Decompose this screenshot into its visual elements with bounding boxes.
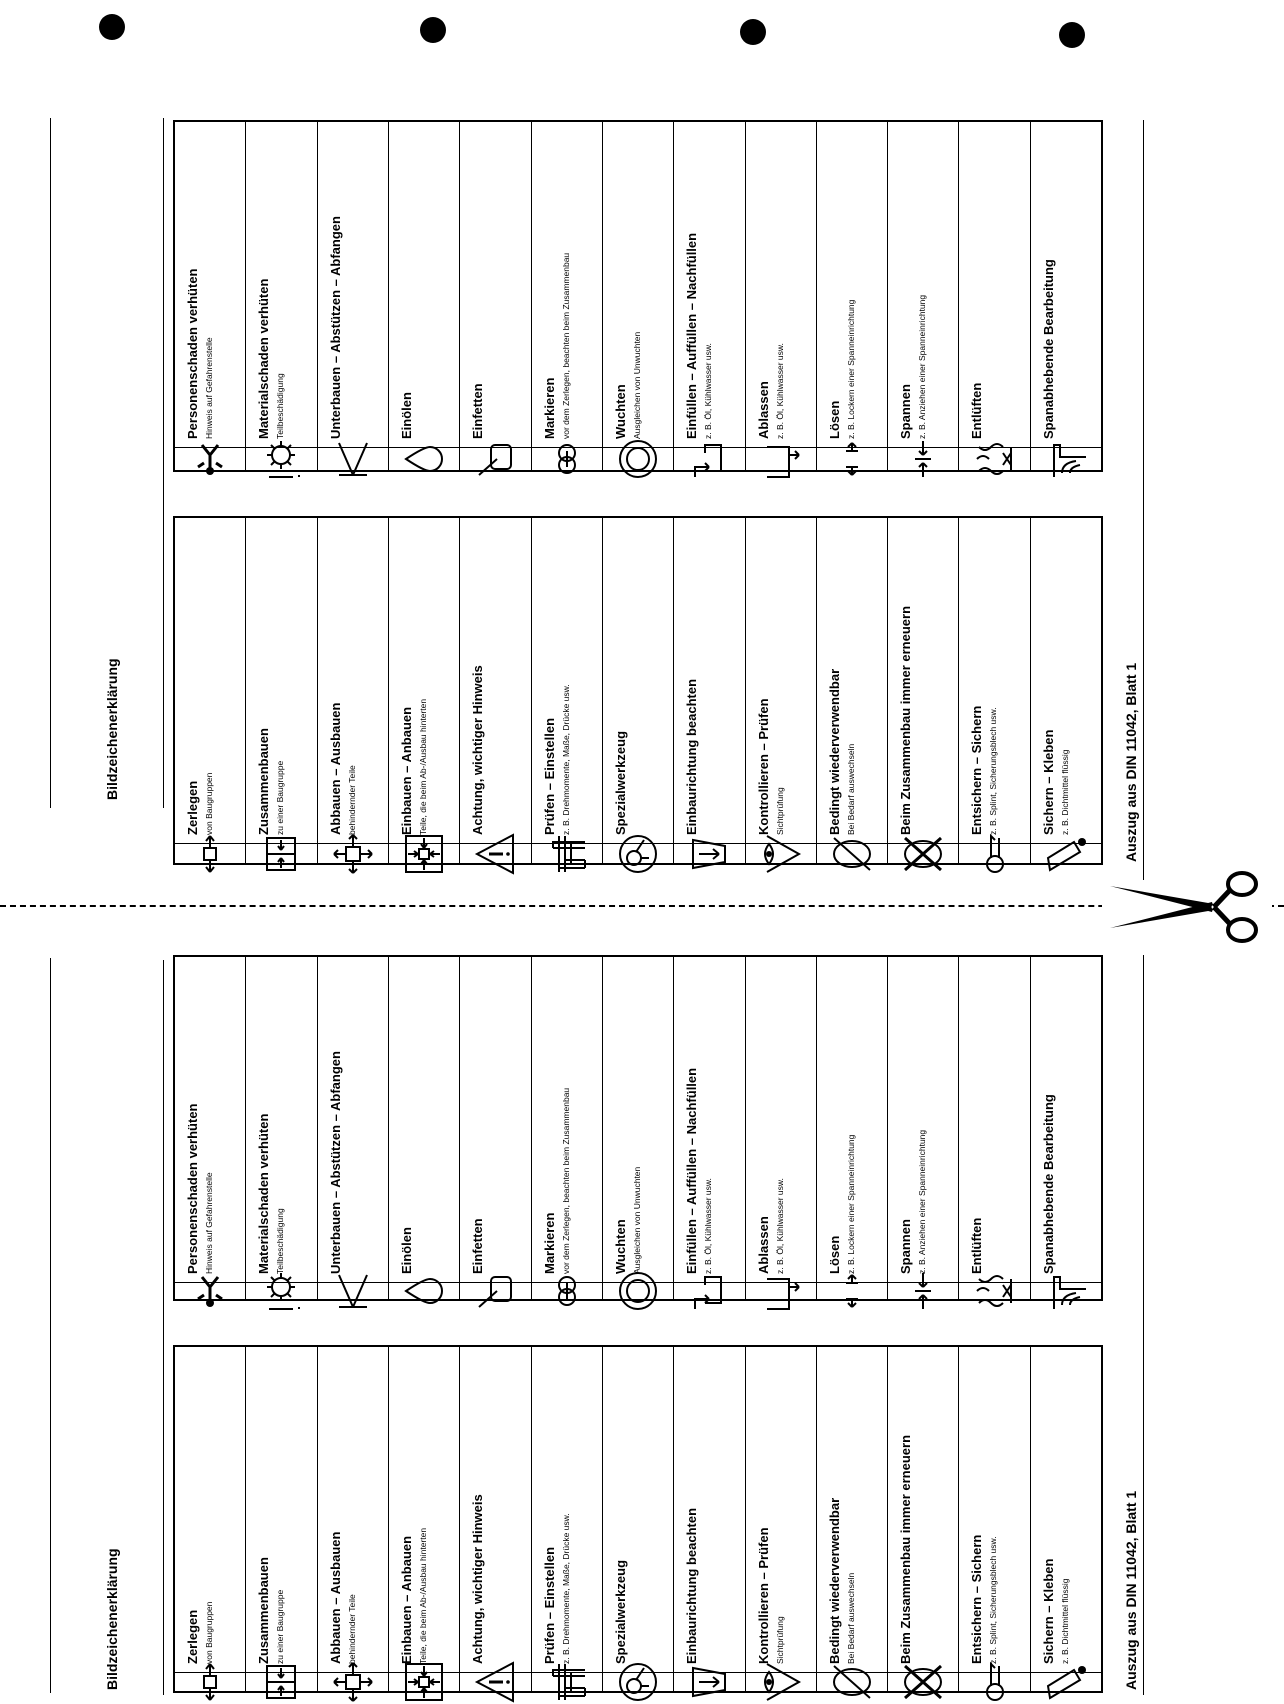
symbol-note: z. B. Lockern einer Spanneinrichtung — [845, 299, 856, 439]
source-footer: Auszug aus DIN 11042, Blatt 1 — [1123, 662, 1139, 862]
symbol-cell — [817, 1282, 887, 1299]
symbol-cell — [318, 1282, 388, 1299]
symbol-title: Ablassen — [755, 1216, 771, 1274]
symbol-row — [603, 957, 674, 1299]
symbol-row — [175, 957, 246, 1299]
symbol-row — [959, 957, 1030, 1299]
symbol-title: Materialschaden verhüten — [256, 1113, 272, 1274]
symbol-row — [175, 1347, 246, 1691]
symbol-row — [389, 122, 460, 470]
symbol-title: Markieren — [541, 377, 557, 439]
warning-triangle-icon — [473, 1660, 517, 1704]
symbol-row — [460, 518, 531, 863]
support-stand-icon — [331, 1269, 375, 1313]
symbol-cell — [603, 1282, 673, 1299]
symbol-title: Beim Zusammenbau immer erneuern — [898, 605, 914, 835]
symbol-title: Einbaurichtung beachten — [684, 678, 700, 835]
symbol-title: Zerlegen — [185, 1609, 200, 1664]
symbol-title: Kontrollieren – Prüfen — [755, 1527, 771, 1664]
loosen-icon — [830, 1269, 874, 1313]
symbol-title: Markieren — [541, 1212, 557, 1274]
eye-check-icon — [759, 1660, 803, 1704]
symbol-cell — [888, 447, 958, 470]
margin-rule — [1143, 120, 1144, 880]
symbol-title: Wuchten — [612, 384, 628, 439]
symbol-note: von Baugruppen — [204, 1601, 214, 1664]
symbol-title: Ablassen — [755, 381, 771, 439]
symbol-title: Spezialwerkzeug — [612, 1559, 628, 1664]
drain-icon — [759, 437, 803, 481]
symbol-title: Entsichern – Sichern — [969, 1534, 985, 1664]
symbol-row — [246, 957, 317, 1299]
remove-icon — [331, 1660, 375, 1704]
source-footer: Auszug aus DIN 11042, Blatt 1 — [1123, 1490, 1139, 1690]
disassemble-icon — [188, 832, 232, 876]
material-damage-icon — [259, 1269, 303, 1313]
symbol-title: Zusammenbauen — [256, 728, 272, 835]
symbol-row — [389, 518, 460, 863]
symbol-row — [888, 1347, 959, 1691]
symbol-table-left — [173, 516, 1103, 865]
symbol-row — [674, 957, 745, 1299]
symbol-cell — [603, 447, 673, 470]
install-direction-icon — [687, 832, 731, 876]
symbol-title: Bedingt wiederverwendbar — [826, 668, 842, 835]
symbol-title: Spanabhebende Bearbeitung — [1040, 259, 1056, 439]
symbol-row — [318, 957, 389, 1299]
symbol-row — [603, 122, 674, 470]
symbol-title: Entlüften — [969, 1217, 985, 1274]
always-renew-icon — [901, 1660, 945, 1704]
install-icon — [402, 832, 446, 876]
margin-rule — [50, 118, 51, 808]
margin-rule — [50, 958, 51, 1693]
support-stand-icon — [331, 437, 375, 481]
symbol-note: z. B. Splint, Sicherungsblech usw. — [988, 1536, 999, 1664]
caliper-icon — [545, 1660, 589, 1704]
symbol-cell — [603, 1672, 673, 1691]
symbol-row — [460, 122, 531, 470]
symbol-title: Entlüften — [969, 382, 985, 439]
symbol-cell — [460, 447, 530, 470]
symbol-cell — [1031, 1282, 1101, 1299]
symbol-title: Einfüllen – Auffüllen – Nachfüllen — [684, 232, 700, 439]
symbol-cell — [175, 843, 245, 863]
sheet-heading: Bildzeichenerklärung — [104, 1548, 120, 1690]
tension-icon — [901, 1269, 945, 1313]
assemble-icon — [259, 1660, 303, 1704]
disassemble-icon — [188, 1660, 232, 1704]
machining-icon — [1044, 1269, 1088, 1313]
symbol-title: Einbaurichtung beachten — [684, 1507, 700, 1664]
symbol-cell — [1031, 1672, 1101, 1691]
symbol-cell — [532, 447, 602, 470]
punch-hole — [1059, 22, 1085, 48]
symbol-title: Prüfen – Einstellen — [541, 1546, 557, 1664]
special-tool-icon — [616, 1660, 660, 1704]
symbol-title: Einfüllen – Auffüllen – Nachfüllen — [684, 1067, 700, 1274]
symbol-cell — [246, 447, 316, 470]
symbol-cell — [460, 843, 530, 863]
fill-icon — [687, 1269, 731, 1313]
symbol-table-right — [173, 120, 1103, 472]
symbol-cell — [246, 1672, 316, 1691]
symbol-row — [175, 122, 246, 470]
symbol-cell — [318, 447, 388, 470]
symbol-cell — [318, 1672, 388, 1691]
symbol-cell — [1031, 447, 1101, 470]
symbol-note: z. B. Anziehen einer Spanneinrichtung — [917, 294, 928, 439]
symbol-note: zu einer Baugruppe — [275, 760, 286, 835]
symbol-row — [1031, 518, 1101, 863]
symbol-title: Entsichern – Sichern — [969, 705, 985, 835]
symbol-note: Teile, die beim Ab-/Ausbau hinterten — [417, 698, 428, 835]
symbol-cell — [175, 1672, 245, 1691]
symbol-note: Teilbeschädigung — [275, 373, 286, 439]
symbol-title: Einfetten — [470, 383, 486, 439]
symbol-table-left — [173, 1345, 1103, 1693]
symbol-row — [318, 518, 389, 863]
marking-icon — [545, 1269, 589, 1313]
conditional-reuse-icon — [830, 1660, 874, 1704]
scissors-icon — [1102, 866, 1272, 946]
symbol-row — [389, 1347, 460, 1691]
symbol-cell — [746, 1282, 816, 1299]
symbol-title: Personenschaden verhüten — [185, 268, 200, 439]
symbol-cell — [389, 1282, 459, 1299]
symbol-note: z. B. Öl, Kühlwasser usw. — [774, 1178, 785, 1274]
fill-icon — [687, 437, 731, 481]
symbol-row — [532, 957, 603, 1299]
marking-icon — [545, 437, 589, 481]
symbol-title: Achtung, wichtiger Hinweis — [470, 1494, 486, 1664]
symbol-row — [1031, 1347, 1101, 1691]
symbol-cell — [674, 843, 744, 863]
symbol-title: Abbauen – Ausbauen — [327, 702, 343, 835]
cotter-pin-icon — [973, 1660, 1017, 1704]
symbol-note: behindernder Teile — [346, 1594, 357, 1664]
material-damage-icon — [259, 437, 303, 481]
symbol-note: Bei Bedarf auswechseln — [845, 743, 856, 835]
symbol-note: z. B. Dichtmittel flüssig — [1059, 1578, 1070, 1664]
symbol-cell — [746, 447, 816, 470]
grease-icon — [473, 1269, 517, 1313]
cut-line — [0, 905, 1284, 907]
symbol-note: von Baugruppen — [204, 772, 214, 835]
symbol-row — [959, 518, 1030, 863]
caliper-icon — [545, 832, 589, 876]
symbol-title: Lösen — [826, 1235, 842, 1274]
symbol-row — [817, 1347, 888, 1691]
symbol-row — [1031, 122, 1101, 470]
symbol-note: Teilbeschädigung — [275, 1208, 286, 1274]
bleed-icon — [973, 437, 1017, 481]
symbol-cell — [959, 843, 1029, 863]
cotter-pin-icon — [973, 832, 1017, 876]
symbol-row — [959, 1347, 1030, 1691]
symbol-cell — [959, 447, 1029, 470]
symbol-cell — [532, 1672, 602, 1691]
margin-rule — [163, 118, 164, 808]
symbol-cell — [460, 1282, 530, 1299]
symbol-row — [746, 957, 817, 1299]
symbol-cell — [817, 447, 887, 470]
grease-icon — [473, 437, 517, 481]
bleed-icon — [973, 1269, 1017, 1313]
symbol-row — [817, 122, 888, 470]
symbol-cell — [817, 843, 887, 863]
symbol-note: behindernder Teile — [346, 765, 357, 835]
symbol-cell — [389, 843, 459, 863]
symbol-title: Einfetten — [470, 1218, 486, 1274]
symbol-cell — [246, 843, 316, 863]
symbol-row — [888, 957, 959, 1299]
symbol-cell — [888, 843, 958, 863]
symbol-title: Einbauen – Anbauen — [398, 706, 414, 835]
symbol-note: Hinweis auf Gefahrenstelle — [204, 1172, 214, 1274]
symbol-title: Einölen — [398, 392, 414, 439]
symbol-note: z. B. Dichtmittel flüssig — [1059, 749, 1070, 835]
symbol-title: Unterbauen – Abstützen – Abfangen — [327, 216, 343, 439]
install-direction-icon — [687, 1660, 731, 1704]
symbol-row — [460, 957, 531, 1299]
conditional-reuse-icon — [830, 832, 874, 876]
symbol-row — [318, 1347, 389, 1691]
symbol-row — [888, 518, 959, 863]
symbol-title: Spanabhebende Bearbeitung — [1040, 1094, 1056, 1274]
symbol-note: Ausgleichen von Unwuchten — [631, 331, 642, 439]
symbol-row — [674, 1347, 745, 1691]
symbol-cell — [1031, 843, 1101, 863]
symbol-row — [746, 122, 817, 470]
symbol-note: vor dem Zerlegen, beachten beim Zusammenbau — [560, 252, 571, 439]
symbol-note: Teile, die beim Ab-/Ausbau hinterten — [417, 1527, 428, 1664]
symbol-row — [603, 1347, 674, 1691]
symbol-note: z. B. Öl, Kühlwasser usw. — [703, 343, 714, 439]
symbol-row — [532, 1347, 603, 1691]
symbol-cell — [532, 843, 602, 863]
symbol-row — [389, 957, 460, 1299]
symbol-note: Bei Bedarf auswechseln — [845, 1572, 856, 1664]
symbol-title: Lösen — [826, 400, 842, 439]
install-icon — [402, 1660, 446, 1704]
drain-icon — [759, 1269, 803, 1313]
symbol-title: Wuchten — [612, 1219, 628, 1274]
warning-triangle-icon — [473, 832, 517, 876]
oil-drop-icon — [402, 1269, 446, 1313]
symbol-cell — [674, 1282, 744, 1299]
person-injury-icon — [188, 1269, 232, 1313]
punch-hole — [99, 14, 125, 40]
symbol-note: Ausgleichen von Unwuchten — [631, 1166, 642, 1274]
symbol-note: Sichtprüfung — [774, 1616, 785, 1664]
symbol-title: Sichern – Kleben — [1040, 729, 1056, 835]
symbol-row — [246, 518, 317, 863]
symbol-note: Hinweis auf Gefahrenstelle — [204, 337, 214, 439]
symbol-cell — [746, 1672, 816, 1691]
symbol-cell — [959, 1282, 1029, 1299]
symbol-cell — [389, 447, 459, 470]
symbol-title: Zusammenbauen — [256, 1557, 272, 1664]
margin-rule — [1143, 955, 1144, 1695]
symbol-cell — [959, 1672, 1029, 1691]
symbol-title: Achtung, wichtiger Hinweis — [470, 665, 486, 835]
always-renew-icon — [901, 832, 945, 876]
symbol-note: z. B. Drehmomente, Maße, Drücke usw. — [560, 1513, 571, 1664]
symbol-note: zu einer Baugruppe — [275, 1589, 286, 1664]
assemble-icon — [259, 832, 303, 876]
symbol-note: vor dem Zerlegen, beachten beim Zusammenbau — [560, 1087, 571, 1274]
symbol-title: Spannen — [898, 1219, 914, 1274]
symbol-cell — [674, 1672, 744, 1691]
symbol-title: Beim Zusammenbau immer erneuern — [898, 1434, 914, 1664]
symbol-table-right — [173, 955, 1103, 1301]
symbol-row — [674, 122, 745, 470]
symbol-row — [817, 518, 888, 863]
symbol-title: Abbauen – Ausbauen — [327, 1531, 343, 1664]
symbol-row — [246, 1347, 317, 1691]
symbol-cell — [175, 447, 245, 470]
symbol-title: Spannen — [898, 384, 914, 439]
symbol-title: Prüfen – Einstellen — [541, 717, 557, 835]
symbol-title: Personenschaden verhüten — [185, 1103, 200, 1274]
symbol-row — [674, 518, 745, 863]
symbol-row — [959, 122, 1030, 470]
symbol-row — [888, 122, 959, 470]
symbol-note: z. B. Lockern einer Spanneinrichtung — [845, 1134, 856, 1274]
symbol-cell — [532, 1282, 602, 1299]
symbol-row — [532, 518, 603, 863]
sheet-heading: Bildzeichenerklärung — [104, 658, 120, 800]
symbol-row — [1031, 957, 1101, 1299]
symbol-cell — [888, 1672, 958, 1691]
special-tool-icon — [616, 832, 660, 876]
symbol-cell — [389, 1672, 459, 1691]
symbol-row — [246, 122, 317, 470]
symbol-note: z. B. Anziehen einer Spanneinrichtung — [917, 1129, 928, 1274]
punch-hole — [740, 19, 766, 45]
symbol-title: Einölen — [398, 1227, 414, 1274]
symbol-note: z. B. Drehmomente, Maße, Drücke usw. — [560, 684, 571, 835]
symbol-row — [175, 518, 246, 863]
symbol-note: z. B. Öl, Kühlwasser usw. — [774, 343, 785, 439]
symbol-cell — [603, 843, 673, 863]
symbol-title: Sichern – Kleben — [1040, 1558, 1056, 1664]
symbol-title: Zerlegen — [185, 780, 200, 835]
symbol-note: Sichtprüfung — [774, 787, 785, 835]
tension-icon — [901, 437, 945, 481]
symbol-cell — [674, 447, 744, 470]
symbol-title: Einbauen – Anbauen — [398, 1535, 414, 1664]
symbol-row — [460, 1347, 531, 1691]
machining-icon — [1044, 437, 1088, 481]
symbol-row — [746, 518, 817, 863]
person-injury-icon — [188, 437, 232, 481]
balancing-icon — [616, 1269, 660, 1313]
glue-tube-icon — [1044, 832, 1088, 876]
symbol-title: Spezialwerkzeug — [612, 730, 628, 835]
oil-drop-icon — [402, 437, 446, 481]
symbol-note: z. B. Öl, Kühlwasser usw. — [703, 1178, 714, 1274]
symbol-cell — [817, 1672, 887, 1691]
loosen-icon — [830, 437, 874, 481]
remove-icon — [331, 832, 375, 876]
symbol-cell — [246, 1282, 316, 1299]
symbol-title: Unterbauen – Abstützen – Abfangen — [327, 1051, 343, 1274]
symbol-row — [603, 518, 674, 863]
symbol-row — [532, 122, 603, 470]
symbol-row — [746, 1347, 817, 1691]
symbol-cell — [175, 1282, 245, 1299]
symbol-cell — [460, 1672, 530, 1691]
balancing-icon — [616, 437, 660, 481]
glue-tube-icon — [1044, 1660, 1088, 1704]
symbol-title: Kontrollieren – Prüfen — [755, 698, 771, 835]
symbol-note: z. B. Splint, Sicherungsblech usw. — [988, 707, 999, 835]
margin-rule — [163, 960, 164, 1695]
symbol-cell — [318, 843, 388, 863]
symbol-title: Materialschaden verhüten — [256, 278, 272, 439]
punch-hole — [420, 17, 446, 43]
symbol-cell — [888, 1282, 958, 1299]
eye-check-icon — [759, 832, 803, 876]
symbol-cell — [746, 843, 816, 863]
symbol-row — [817, 957, 888, 1299]
symbol-row — [318, 122, 389, 470]
symbol-title: Bedingt wiederverwendbar — [826, 1497, 842, 1664]
